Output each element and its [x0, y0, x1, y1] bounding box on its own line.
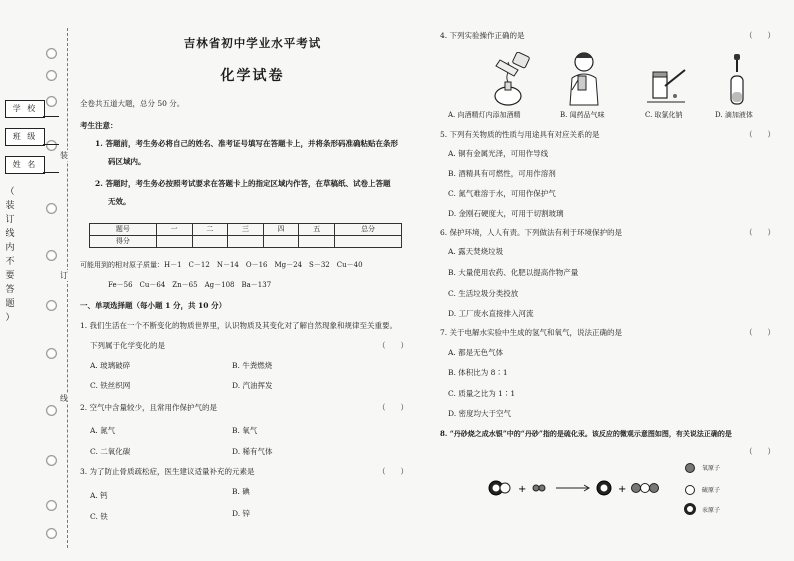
exam-subject: 化学试卷 — [220, 68, 285, 84]
q1-option-d[interactable]: D. 汽油挥发 — [232, 381, 273, 390]
score-table-header-row — [90, 224, 402, 236]
binding-hole — [46, 528, 57, 539]
notice-char: 不 — [5, 257, 15, 267]
section1-heading: 一、单项选择题（每小题 1 分，共 10 分） — [80, 301, 227, 310]
binding-vertical-notice — [4, 185, 16, 325]
binding-hole — [46, 300, 57, 311]
q7-option-c[interactable]: C. 质量之比为 1∶1 — [448, 389, 516, 398]
name-field[interactable] — [43, 172, 59, 173]
school-field[interactable] — [43, 116, 59, 117]
notice-char: 内 — [5, 243, 15, 253]
cut-mark-zhuang: 装 — [60, 151, 68, 160]
q3-option-a[interactable]: A. 钙 — [90, 491, 108, 500]
q2-option-d[interactable]: D. 稀有气体 — [232, 447, 273, 456]
q6-option-a[interactable]: A. 露天焚烧垃圾 — [448, 247, 504, 256]
atomic-masses-line2: Fe－56 Cu－64 Zn－65 Ag－108 Ba－137 — [108, 281, 272, 289]
q6-option-c[interactable]: C. 生活垃圾分类投放 — [448, 289, 519, 298]
notice-char: （ — [5, 187, 15, 197]
cut-mark-ding: 订 — [60, 271, 68, 280]
q6-stem: 6. 保护环境，人人有责。下列做法有利于环境保护的是 — [440, 228, 623, 237]
svg-text:+: + — [518, 484, 527, 495]
q4-option-d[interactable]: D. 滴加液体 — [715, 111, 753, 119]
q5-option-a[interactable]: A. 铜有金属光泽，可用作导线 — [448, 149, 549, 158]
binding-hole — [46, 70, 57, 81]
mercury-atom-legend-icon — [683, 502, 697, 516]
q3-option-c[interactable]: C. 铁 — [90, 512, 108, 521]
oxygen-atom-legend-icon — [684, 462, 696, 474]
q7-stem: 7. 关于电解水实验中生成的氢气和氧气，说法正确的是 — [440, 328, 623, 337]
sulfur-atom-legend-icon — [684, 484, 696, 496]
q5-option-d[interactable]: D. 金刚石硬度大，可用于切割玻璃 — [448, 209, 564, 218]
q5-answer-blank[interactable]: （ ） — [745, 130, 775, 139]
binding-hole — [46, 348, 57, 359]
q4-option-b[interactable]: B. 闻药品气味 — [560, 111, 605, 119]
q2-answer-blank[interactable]: （ ） — [378, 403, 408, 412]
q7-answer-blank[interactable]: （ ） — [745, 328, 775, 337]
q8-stem: 8. “丹砂烧之成水银”中的“丹砂”指的是硫化汞。该反应的微观示意图如图，有关说法正确的是 — [440, 429, 732, 438]
q7-option-b[interactable]: B. 体积比为 8∶1 — [448, 368, 508, 377]
drop-liquid-icon — [726, 54, 748, 106]
q3-answer-blank[interactable]: （ ） — [378, 467, 408, 476]
binding-margin — [0, 0, 82, 561]
class-field[interactable] — [43, 144, 59, 145]
notice-1-line2: 码区域内。 — [108, 157, 146, 166]
exam-title: 吉林省初中学业水平考试 — [183, 36, 322, 50]
score-table — [89, 223, 402, 248]
score-cell[interactable] — [335, 236, 402, 248]
q7-option-d[interactable]: D. 密度均大于空气 — [448, 409, 512, 418]
q4-answer-blank[interactable]: （ ） — [745, 31, 775, 40]
notice-char: 订 — [5, 215, 15, 225]
binding-hole — [46, 405, 57, 416]
notice-2-line2: 无效。 — [108, 197, 131, 206]
notice-char: 题 — [5, 299, 15, 309]
q8-answer-blank[interactable]: （ ） — [745, 447, 775, 456]
class-field-label: 班 级 — [5, 128, 45, 146]
binding-hole — [46, 250, 57, 261]
q2-option-b[interactable]: B. 氧气 — [232, 426, 258, 435]
q3-stem: 3. 为了防止骨质疏松症，医生建议适量补充的元素是 — [80, 467, 255, 476]
notice-char: 装 — [5, 201, 15, 211]
take-sodium-chloride-icon — [645, 62, 690, 107]
q5-stem: 5. 下列有关物质的性质与用途具有对应关系的是 — [440, 130, 600, 139]
q6-option-b[interactable]: B. 大量使用农药、化肥以提高作物产量 — [448, 268, 579, 277]
score-cell[interactable] — [192, 236, 228, 248]
score-header: 总分 — [335, 224, 402, 236]
notice-char: 答 — [5, 285, 15, 295]
score-header: 四 — [263, 224, 299, 236]
cut-mark-xian: 线 — [60, 394, 68, 403]
binding-hole — [46, 455, 57, 466]
notice-1-line1: 1. 答题前，考生务必将自己的姓名、准考证号填写在答题卡上，并将条形码准确粘贴在条形 — [95, 139, 398, 148]
binding-hole — [46, 203, 57, 214]
legend-mercury: 汞原子 — [702, 507, 721, 514]
q1-option-c[interactable]: C. 铁丝织网 — [90, 381, 131, 390]
q1-option-a[interactable]: A. 玻璃破碎 — [90, 361, 131, 370]
notice-2-line1: 2. 答题时，考生务必按照考试要求在答题卡上的指定区域内作答，在草稿纸、试卷上答题 — [95, 179, 391, 188]
exam-intro: 全卷共五道大题，总分 50 分。 — [80, 99, 185, 108]
svg-text:+: + — [618, 484, 627, 495]
reaction-diagram — [486, 477, 676, 499]
q5-option-c[interactable]: C. 氮气难溶于水，可用作保护气 — [448, 189, 556, 198]
school-field-label: 学 校 — [5, 100, 45, 118]
score-header: 题号 — [90, 224, 157, 236]
q1-answer-blank[interactable]: （ ） — [378, 341, 408, 350]
q6-answer-blank[interactable]: （ ） — [745, 228, 775, 237]
score-header: 五 — [299, 224, 335, 236]
legend-sulfur: 硫原子 — [702, 487, 721, 494]
binding-hole — [46, 48, 57, 59]
score-cell[interactable] — [156, 236, 192, 248]
binding-cut-line — [67, 28, 68, 548]
q6-option-d[interactable]: D. 工厂废水直接排入河流 — [448, 309, 534, 318]
score-header: 二 — [192, 224, 228, 236]
score-table-score-row — [90, 236, 402, 248]
score-header: 三 — [228, 224, 264, 236]
smell-chemical-icon — [558, 50, 608, 107]
legend-oxygen: 氧原子 — [702, 465, 721, 472]
q1-stem-line1: 1. 我们生活在一个不断变化的物质世界里，认识物质及其变化对了解自然现象和规律至关重要。 — [80, 321, 398, 330]
q7-option-a[interactable]: A. 都是无色气体 — [448, 348, 504, 357]
q2-option-a[interactable]: A. 氮气 — [90, 426, 116, 435]
binding-hole — [46, 140, 57, 151]
q2-stem: 2. 空气中含量较少，且常用作保护气的是 — [80, 403, 218, 412]
q5-option-b[interactable]: B. 酒精具有可燃性，可用作溶剂 — [448, 169, 556, 178]
score-cell[interactable] — [299, 236, 335, 248]
binding-hole — [46, 500, 57, 511]
q4-option-c[interactable]: C. 取氯化钠 — [645, 111, 683, 119]
q4-option-a[interactable]: A. 向酒精灯内添加酒精 — [448, 111, 521, 119]
left-column — [80, 28, 425, 521]
q3-option-b[interactable]: B. 碘 — [232, 487, 250, 496]
score-cell[interactable] — [263, 236, 299, 248]
atomic-masses-line1: 可能用到的相对原子质量：H－1 C－12 N－14 O－16 Mg－24 S－32 Cu－40 — [80, 261, 363, 269]
score-header: 一 — [156, 224, 192, 236]
q4-stem: 4. 下列实验操作正确的是 — [440, 31, 525, 40]
q1-option-b[interactable]: B. 牛粪燃烧 — [232, 361, 273, 370]
score-row-label: 得分 — [90, 236, 157, 248]
notice-char: ） — [5, 313, 15, 323]
notice-char: 线 — [5, 229, 15, 239]
binding-hole — [46, 96, 57, 107]
q3-option-d[interactable]: D. 锌 — [232, 509, 251, 518]
notice-char: 要 — [5, 271, 15, 281]
q2-option-c[interactable]: C. 二氧化碳 — [90, 447, 131, 456]
score-cell[interactable] — [228, 236, 264, 248]
notice-heading: 考生注意： — [80, 121, 118, 130]
q1-stem-line2: 下列属于化学变化的是 — [90, 341, 165, 350]
alcohol-lamp-refill-icon — [478, 52, 538, 107]
name-field-label: 姓 名 — [5, 156, 45, 174]
